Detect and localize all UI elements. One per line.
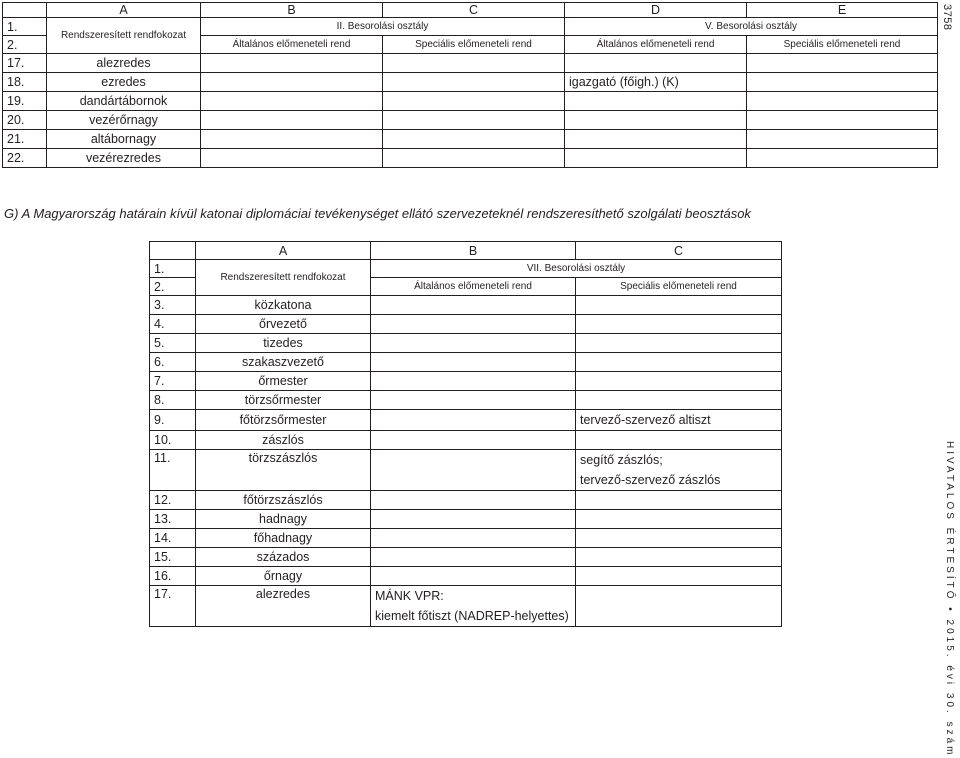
rank-cell: törzsőrmester bbox=[196, 391, 371, 410]
row-number: 5. bbox=[150, 334, 196, 353]
table-row bbox=[150, 315, 782, 334]
table-row bbox=[3, 111, 938, 130]
row-number: 6. bbox=[150, 353, 196, 372]
table-row bbox=[3, 92, 938, 111]
track-header: Speciális előmeneteli rend bbox=[576, 278, 782, 296]
position-cell bbox=[576, 431, 782, 450]
position-cell bbox=[371, 510, 576, 529]
position-cell: MÁNK VPR: kiemelt főtiszt (NADREP-helyettes) bbox=[371, 586, 576, 627]
column-letter: D bbox=[565, 3, 747, 18]
row-number: 7. bbox=[150, 372, 196, 391]
rank-cell: altábornagy bbox=[47, 130, 201, 149]
table-row bbox=[150, 548, 782, 567]
rank-cell: főtörzsőrmester bbox=[196, 410, 371, 431]
column-letter: C bbox=[383, 3, 565, 18]
rank-cell: őrvezető bbox=[196, 315, 371, 334]
row-number: 11. bbox=[150, 450, 196, 491]
table-corner bbox=[150, 242, 196, 260]
table-row bbox=[150, 334, 782, 353]
table-row bbox=[3, 73, 938, 92]
rank-cell: hadnagy bbox=[196, 510, 371, 529]
row-number: 22. bbox=[3, 149, 47, 168]
table-row bbox=[150, 372, 782, 391]
row-number: 8. bbox=[150, 391, 196, 410]
class-header: II. Besorolási osztály bbox=[201, 18, 565, 36]
position-cell: tervező-szervező altiszt bbox=[576, 410, 782, 431]
position-cell: igazgató (főigh.) (K) bbox=[565, 73, 747, 92]
position-cell bbox=[371, 491, 576, 510]
position-cell bbox=[371, 548, 576, 567]
column-letter: B bbox=[201, 3, 383, 18]
position-cell bbox=[576, 372, 782, 391]
column-letter: C bbox=[576, 242, 782, 260]
table-row bbox=[150, 491, 782, 510]
rank-column-header: Rendszeresített rendfokozat bbox=[196, 260, 371, 296]
position-cell: segítő zászlós; tervező-szervező zászlós bbox=[576, 450, 782, 491]
position-cell bbox=[576, 334, 782, 353]
row-number: 4. bbox=[150, 315, 196, 334]
row-number: 20. bbox=[3, 111, 47, 130]
rank-cell: vezérezredes bbox=[47, 149, 201, 168]
column-letter: E bbox=[747, 3, 938, 18]
position-cell bbox=[371, 391, 576, 410]
rank-cell: őrmester bbox=[196, 372, 371, 391]
table-row bbox=[150, 529, 782, 548]
position-cell bbox=[576, 353, 782, 372]
class-header: V. Besorolási osztály bbox=[565, 18, 938, 36]
position-cell bbox=[576, 567, 782, 586]
rank-cell: dandártábornok bbox=[47, 92, 201, 111]
position-cell bbox=[371, 450, 576, 491]
row-number: 10. bbox=[150, 431, 196, 450]
row-number: 2. bbox=[3, 36, 47, 54]
row-number: 1. bbox=[150, 260, 196, 278]
row-number: 12. bbox=[150, 491, 196, 510]
rank-cell: főhadnagy bbox=[196, 529, 371, 548]
row-number: 3. bbox=[150, 296, 196, 315]
rank-cell: százados bbox=[196, 548, 371, 567]
position-cell bbox=[565, 149, 747, 168]
rank-table-2 bbox=[149, 241, 782, 627]
rank-cell: közkatona bbox=[196, 296, 371, 315]
rank-cell: szakaszvezető bbox=[196, 353, 371, 372]
row-number: 21. bbox=[3, 130, 47, 149]
table-row bbox=[150, 353, 782, 372]
position-cell bbox=[371, 410, 576, 431]
table-row bbox=[3, 54, 938, 73]
row-number: 16. bbox=[150, 567, 196, 586]
position-cell bbox=[576, 510, 782, 529]
page-number: 3758 bbox=[941, 4, 953, 31]
row-number: 2. bbox=[150, 278, 196, 296]
row-number: 9. bbox=[150, 410, 196, 431]
table-row bbox=[3, 130, 938, 149]
table-row bbox=[150, 296, 782, 315]
position-cell bbox=[371, 296, 576, 315]
rank-cell: törzszászlós bbox=[196, 450, 371, 491]
position-cell bbox=[565, 111, 747, 130]
rank-column-header: Rendszeresített rendfokozat bbox=[47, 18, 201, 54]
position-cell bbox=[371, 567, 576, 586]
position-cell bbox=[576, 529, 782, 548]
position-cell bbox=[565, 54, 747, 73]
table-row bbox=[150, 431, 782, 450]
position-cell bbox=[576, 315, 782, 334]
rank-cell: vezérőrnagy bbox=[47, 111, 201, 130]
rank-cell: tizedes bbox=[196, 334, 371, 353]
column-letter: B bbox=[371, 242, 576, 260]
position-cell bbox=[576, 391, 782, 410]
rank-cell: alezredes bbox=[196, 586, 371, 627]
position-cell bbox=[565, 130, 747, 149]
track-header: Általános előmeneteli rend bbox=[201, 36, 383, 54]
track-header: Általános előmeneteli rend bbox=[371, 278, 576, 296]
table-row bbox=[150, 391, 782, 410]
row-number: 17. bbox=[150, 586, 196, 627]
journal-footer: HIVATALOS ÉRTESÍTŐ • 2015. évi 30. szám bbox=[944, 441, 955, 758]
rank-cell: főtörzszászlós bbox=[196, 491, 371, 510]
track-header: Speciális előmeneteli rend bbox=[383, 36, 565, 54]
class-header: VII. Besorolási osztály bbox=[371, 260, 782, 278]
rank-cell: alezredes bbox=[47, 54, 201, 73]
position-cell bbox=[576, 491, 782, 510]
column-letter: A bbox=[47, 3, 201, 18]
row-number: 15. bbox=[150, 548, 196, 567]
position-cell bbox=[371, 372, 576, 391]
table-row bbox=[150, 586, 782, 627]
position-cell bbox=[371, 529, 576, 548]
column-letter: A bbox=[196, 242, 371, 260]
row-number: 19. bbox=[3, 92, 47, 111]
table-row bbox=[150, 510, 782, 529]
section-title: G) A Magyarország határain kívül katonai diplomáciai tevékenységet ellátó szervezeteknél rendszeresíthető szolgálati beosztások bbox=[4, 206, 751, 221]
position-cell bbox=[371, 353, 576, 372]
row-number: 1. bbox=[3, 18, 47, 36]
position-cell bbox=[565, 92, 747, 111]
position-cell bbox=[576, 586, 782, 627]
row-number: 17. bbox=[3, 54, 47, 73]
rank-cell: őrnagy bbox=[196, 567, 371, 586]
table-row bbox=[150, 410, 782, 431]
position-cell bbox=[576, 296, 782, 315]
position-cell bbox=[371, 431, 576, 450]
position-cell bbox=[576, 548, 782, 567]
table-row bbox=[150, 450, 782, 491]
row-number: 18. bbox=[3, 73, 47, 92]
table-row bbox=[150, 567, 782, 586]
rank-table-1 bbox=[2, 2, 938, 168]
track-header: Speciális előmeneteli rend bbox=[747, 36, 938, 54]
table-corner bbox=[3, 3, 47, 18]
table-row bbox=[3, 149, 938, 168]
row-number: 13. bbox=[150, 510, 196, 529]
row-number: 14. bbox=[150, 529, 196, 548]
track-header: Általános előmeneteli rend bbox=[565, 36, 747, 54]
position-cell bbox=[371, 315, 576, 334]
rank-cell: ezredes bbox=[47, 73, 201, 92]
position-cell bbox=[371, 334, 576, 353]
rank-cell: zászlós bbox=[196, 431, 371, 450]
